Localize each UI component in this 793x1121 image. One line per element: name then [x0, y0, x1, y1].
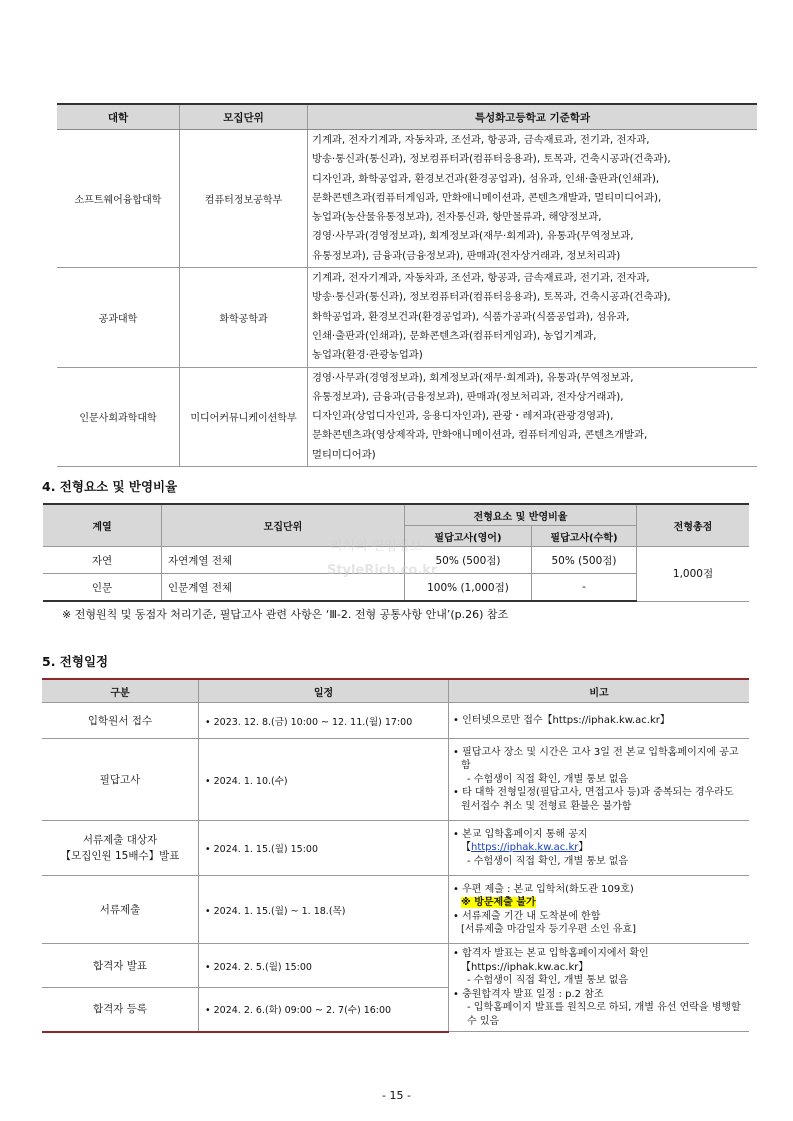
category-cell: 합격자 등록 — [42, 988, 199, 1032]
remarks-cell — [449, 821, 750, 876]
criteria-line: 경영·사무과(경영정보과), 회계정보과(재무·회계과), 유통과(무역정보과, — [312, 230, 634, 243]
col-header-category: 구분 — [42, 679, 199, 703]
criteria-cell — [308, 130, 758, 268]
category-cell: 합격자 발표 — [42, 944, 199, 988]
watermark-text: 리치의 편입정보 — [330, 539, 423, 554]
math-cell: 50% (500점) — [531, 547, 636, 574]
table-row — [42, 703, 749, 739]
remark-bullet: • 우편 제출 : 본교 입학처(화도관 109호) — [453, 883, 634, 895]
criteria-cell — [308, 367, 758, 466]
reference-note: ※ 전형원칙 및 동점자 처리기준, 필답고사 관련 사항은 ‘Ⅲ-2. 전형 공통사항 안내’(p.26) 참조 — [62, 608, 509, 621]
bracket-open: 【 — [461, 842, 471, 854]
category-line: 【모집인원 15배수】발표 — [60, 850, 180, 862]
remark-link-line — [453, 841, 745, 855]
schedule-cell: • 2024. 1. 15.(월) ~ 1. 18.(목) — [199, 876, 449, 944]
category-cell: 입학원서 접수 — [42, 703, 199, 739]
col-header-math: 필답고사(수학) — [531, 526, 636, 547]
criteria-line: 멀티미디어과) — [312, 448, 376, 461]
col-header-unit: 모집단위 — [162, 504, 405, 547]
remark-sub: [서류제출 마감일자 등기우편 소인 유효] — [461, 924, 637, 935]
table-row — [57, 367, 757, 466]
remark-sub: - 수험생이 직접 확인, 개별 통보 없음 — [467, 773, 629, 785]
remark-bullet: • 합격자 발표는 본교 입학홈페이지에서 확인 — [453, 948, 649, 959]
schedule-cell: • 2024. 1. 15.(월) 15:00 — [199, 821, 449, 876]
college-cell: 소프트웨어융합대학 — [57, 130, 180, 268]
schedule-cell: • 2024. 2. 5.(월) 15:00 — [199, 944, 449, 988]
page-number: - 15 - — [382, 1089, 411, 1102]
criteria-line: 유통정보과), 금융과(금융정보과), 판매과(전자상거래과, 정보처리과) — [312, 249, 621, 262]
unit-cell: 자연계열 전체 — [162, 547, 405, 574]
no-visit-highlight: ※ 방문제출 불가 — [461, 897, 536, 908]
col-header-unit: 모집단위 — [180, 104, 308, 130]
criteria-line: 농업과(농산물유통정보과), 전자통신과, 항만물류과, 해양정보과, — [312, 211, 602, 224]
criteria-line: 경영·사무과(경영정보과), 회계정보과(재무·회계과), 유통과(무역정보과, — [312, 371, 634, 384]
criteria-line: 문화콘텐츠과(영상제작과, 만화애니메이션과, 컴퓨터게임과, 콘텐츠개발과, — [312, 429, 648, 442]
remarks-cell — [449, 944, 750, 1032]
remark-highlight-line — [453, 896, 745, 910]
remarks-cell — [449, 739, 750, 821]
table-row — [42, 944, 749, 988]
remark-bullet: • 필답고사 장소 및 시간은 고사 3일 전 본교 입학홈페이지에 공고함 — [453, 746, 739, 772]
unit-cell: 컴퓨터정보공학부 — [180, 130, 308, 268]
remark-bullet: • 인터넷으로만 접수【https://iphak.kw.ac.kr】 — [453, 714, 670, 726]
col-header-field: 계열 — [43, 504, 162, 547]
math-cell: - — [531, 574, 636, 602]
unit-cell: 인문계열 전체 — [162, 574, 405, 602]
field-cell: 자연 — [43, 547, 162, 574]
criteria-line: 문화콘텐츠과(컴퓨터게임과, 만화애니메이션과, 콘텐츠개발과, 멀티미디어과), — [312, 191, 662, 204]
schedule-table — [42, 678, 749, 1033]
college-cell: 인문사회과학대학 — [57, 367, 180, 466]
schedule-cell: • 2024. 1. 10.(수) — [199, 739, 449, 821]
table-row — [42, 739, 749, 821]
remark-bullet: • 서류제출 기간 내 도착분에 한함 — [453, 910, 601, 922]
col-header-group: 전형요소 및 반영비율 — [405, 504, 637, 526]
criteria-line: 농업과(환경·관광농업과) — [312, 349, 423, 362]
remark-bullet: • 충원합격자 발표 일정 : p.2 참조 — [453, 988, 604, 1000]
section4-title: 4. 전형요소 및 반영비율 — [42, 479, 178, 494]
college-cell: 공과대학 — [57, 268, 180, 367]
criteria-line: 방송·통신과(통신과), 정보컴퓨터과(컴퓨터응용과), 토목과, 건축시공과(건축과), — [312, 153, 671, 166]
criteria-line: 기계과, 전자기계과, 자동차과, 조선과, 항공과, 금속재료과, 전기과, 전자과, — [312, 134, 650, 146]
criteria-cell — [308, 268, 758, 367]
total-cell: 1,000점 — [637, 547, 750, 602]
category-cell: 서류제출 — [42, 876, 199, 944]
col-header-criteria: 특성화고등학교 기준학과 — [308, 104, 758, 130]
bracket-close: 】 — [578, 842, 589, 854]
watermark-url: StyleRich.co.kr — [327, 563, 438, 578]
section5-title: 5. 전형일정 — [42, 654, 109, 669]
col-header-total: 전형총점 — [637, 504, 750, 547]
table-row — [42, 876, 749, 944]
field-cell: 인문 — [43, 574, 162, 602]
category-cell — [42, 821, 199, 876]
department-criteria-table — [57, 103, 757, 467]
remark-sub: - 수험생이 직접 확인, 개별 통보 없음 — [467, 975, 629, 986]
unit-cell: 화학공학과 — [180, 268, 308, 367]
criteria-line: 인쇄·출판과(인쇄과), 문화콘텐츠과(컴퓨터게임과), 농업기계과, — [312, 329, 597, 342]
remark-bullet: • 본교 입학홈페이지 통해 공지 — [453, 828, 588, 840]
criteria-line: 디자인과, 화학공업과, 환경보건과(환경공업과), 섬유과, 인쇄·출판과(인쇄과), — [312, 172, 660, 185]
table-row — [57, 268, 757, 367]
english-cell: 50% (500점) — [405, 547, 532, 574]
col-header-schedule: 일정 — [199, 679, 449, 703]
remark-sub: - 입학홈페이지 발표를 원칙으로 하되, 개별 유선 연락을 병행할 수 있음 — [467, 1002, 741, 1027]
criteria-line: 방송·통신과(통신과), 정보컴퓨터과(컴퓨터응용과), 토목과, 건축시공과(건축과), — [312, 291, 671, 304]
table-row — [57, 130, 757, 268]
remarks-cell — [449, 876, 750, 944]
schedule-cell: • 2023. 12. 8.(금) 10:00 ~ 12. 11.(월) 17:00 — [199, 703, 449, 739]
admission-homepage-link[interactable]: https://iphak.kw.ac.kr — [471, 842, 579, 854]
remark-bullet: • 타 대학 전형일정(필답고사, 면접고사 등)과 중복되는 경우라도 원서접수 취소 및 전형료 환불은 불가함 — [453, 787, 734, 812]
category-line: 서류제출 대상자 — [82, 834, 158, 846]
criteria-line: 기계과, 전자기계과, 자동차과, 조선과, 항공과, 금속재료과, 전기과, 전자과, — [312, 272, 650, 285]
english-cell: 100% (1,000점) — [405, 574, 532, 602]
col-header-college: 대학 — [57, 104, 180, 130]
criteria-line: 유통정보과), 금융과(금융정보과), 판매과(정보처리과, 전자상거래과), — [312, 390, 624, 403]
col-header-remarks: 비고 — [449, 679, 750, 703]
category-cell: 필답고사 — [42, 739, 199, 821]
col-header-english: 필답고사(영어) — [405, 526, 532, 547]
remarks-cell — [449, 703, 750, 739]
criteria-line: 디자인과(상업디자인과, 응용디자인과), 관광・레저과(관광경영과), — [312, 410, 614, 423]
unit-cell: 미디어커뮤니케이션학부 — [180, 367, 308, 466]
remark-sub: 【https://iphak.kw.ac.kr】 — [461, 961, 589, 973]
remark-sub: - 수험생이 직접 확인, 개별 통보 없음 — [467, 855, 629, 867]
criteria-line: 화학공업과, 환경보건과(환경공업과), 식품가공과(식품공업과), 섬유과, — [312, 310, 630, 323]
table-row — [42, 821, 749, 876]
schedule-cell: • 2024. 2. 6.(화) 09:00 ~ 2. 7(수) 16:00 — [199, 988, 449, 1032]
